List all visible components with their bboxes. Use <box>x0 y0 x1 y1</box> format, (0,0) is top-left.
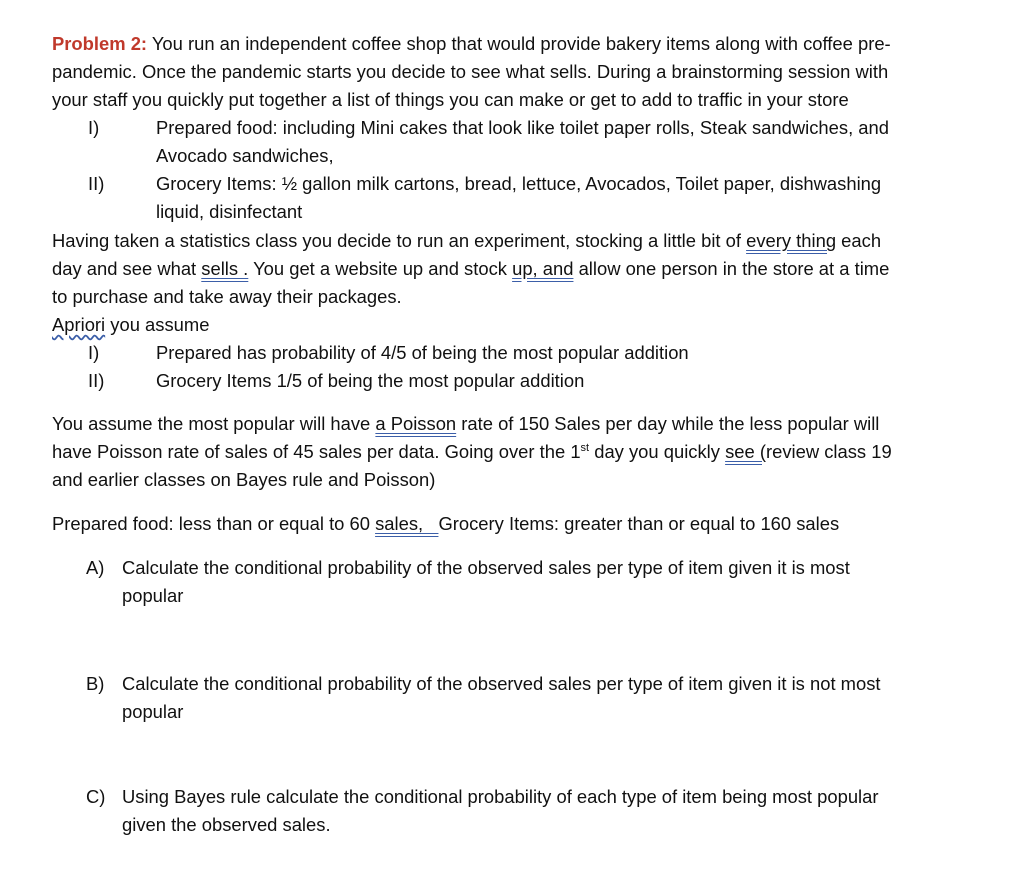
problem-intro-line-1: Problem 2: You run an independent coffee shop that would provide bakery items along with coffee pre- <box>52 33 891 54</box>
apriori-line: Apriori you assume <box>52 314 210 335</box>
sells-underlined: sells . <box>201 258 249 279</box>
question-b-line-1: Calculate the conditional probability of the observed sales per type of item given it is not most <box>122 673 881 694</box>
see-underlined: see ( <box>725 441 766 462</box>
list1-item-1-line-2: Avocado sandwiches, <box>156 145 334 166</box>
poisson-line-2: have Poisson rate of sales of 45 sales per data. Going over the 1st day you quickly see (review class 19 <box>52 441 892 462</box>
list2-num-1: I) <box>88 342 100 363</box>
list1-num-1: I) <box>88 117 100 138</box>
every-thing-underlined: every thing <box>746 230 837 251</box>
question-c-label: C) <box>86 786 106 807</box>
question-a-label: A) <box>86 557 105 578</box>
sales-underlined: sales, <box>375 513 439 534</box>
list2-item-2: Grocery Items 1/5 of being the most popular addition <box>156 370 585 391</box>
question-a-line-1: Calculate the conditional probability of the observed sales per type of item given it is most <box>122 557 850 578</box>
problem-label: Problem 2: <box>52 33 148 54</box>
observed-sales-line: Prepared food: less than or equal to 60 sales, Grocery Items: greater than or equal to 160 sales <box>52 513 840 534</box>
question-c-line-1: Using Bayes rule calculate the conditional probability of each type of item being most popular <box>122 786 879 807</box>
experiment-line-1: Having taken a statistics class you decide to run an experiment, stocking a little bit of every thing each <box>52 230 882 251</box>
experiment-line-2: day and see what sells . You get a website up and stock up, and allow one person in the store at a time <box>52 258 890 279</box>
list2-item-1: Prepared has probability of 4/5 of being the most popular addition <box>156 342 689 363</box>
question-a-line-2: popular <box>122 585 184 606</box>
problem-intro-line-2: pandemic. Once the pandemic starts you decide to see what sells. During a brainstorming session with <box>52 61 889 82</box>
list1-item-2-line-2: liquid, disinfectant <box>156 201 303 222</box>
problem-intro-line-3: your staff you quickly put together a list of things you can make or get to add to traffic in your store <box>52 89 849 110</box>
poisson-line-3: and earlier classes on Bayes rule and Poisson) <box>52 469 436 490</box>
experiment-line-3: to purchase and take away their packages. <box>52 286 402 307</box>
a-poisson-underlined: a Poisson <box>375 413 457 434</box>
question-b-line-2: popular <box>122 701 184 722</box>
apriori-word: Apriori <box>52 314 106 335</box>
list1-num-2: II) <box>88 173 105 194</box>
up-and-underlined: up, and <box>512 258 574 279</box>
question-c-line-2: given the observed sales. <box>122 814 331 835</box>
list2-num-2: II) <box>88 370 105 391</box>
question-b-label: B) <box>86 673 105 694</box>
list1-item-2-line-1: Grocery Items: ½ gallon milk cartons, bread, lettuce, Avocados, Toilet paper, dishwashing <box>156 173 882 194</box>
list1-item-1-line-1: Prepared food: including Mini cakes that look like toilet paper rolls, Steak sandwiches, and <box>156 117 889 138</box>
poisson-line-1: You assume the most popular will have a Poisson rate of 150 Sales per day while the less popular will <box>52 413 880 434</box>
